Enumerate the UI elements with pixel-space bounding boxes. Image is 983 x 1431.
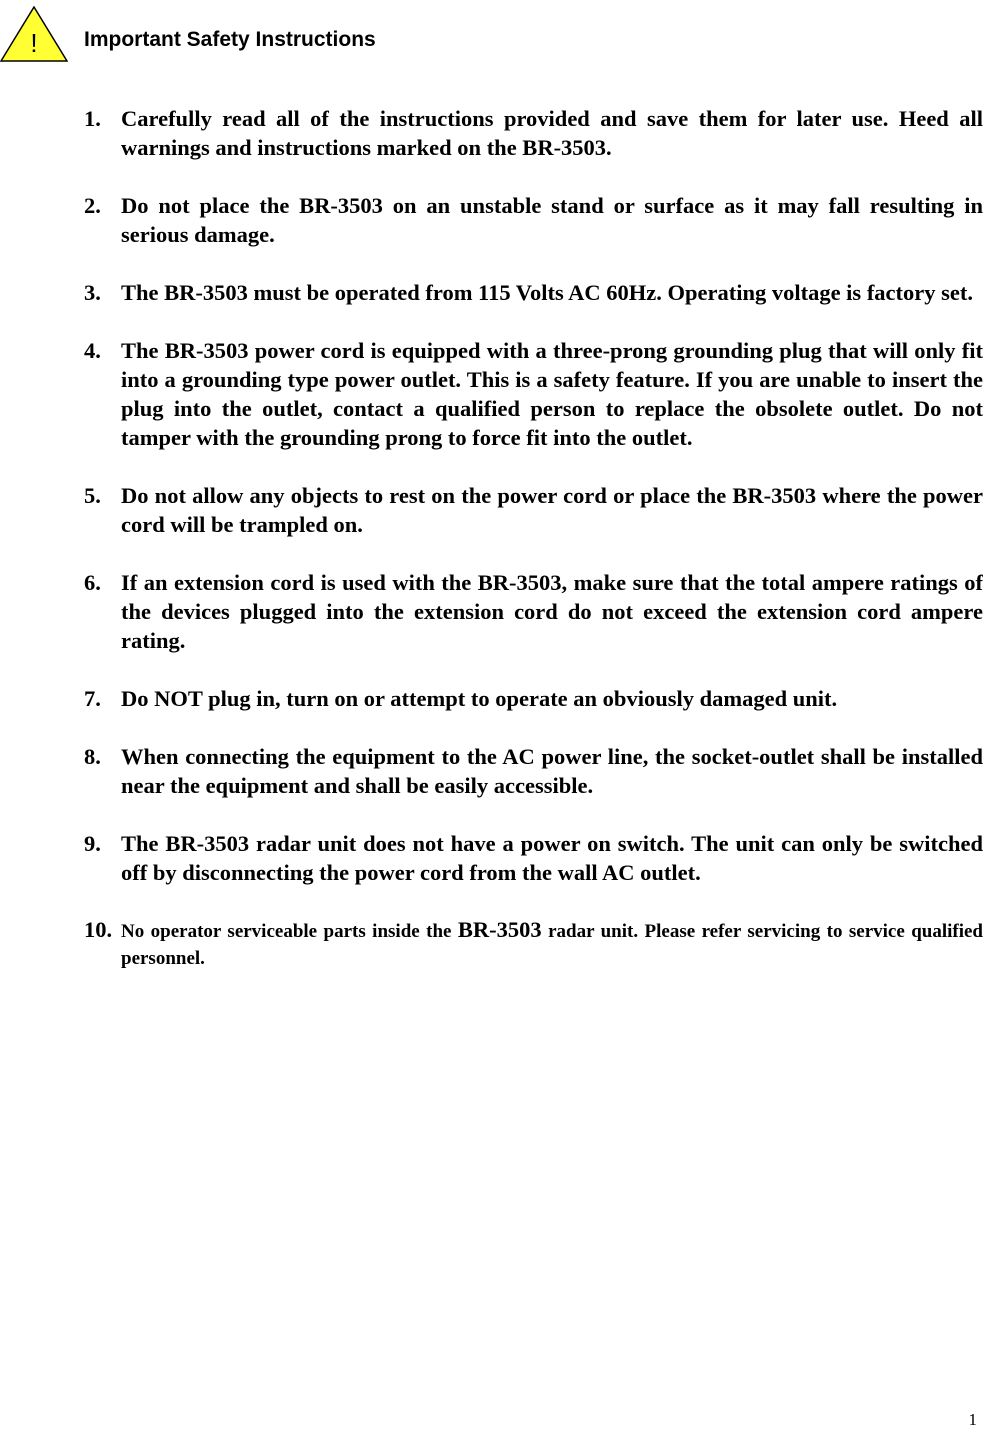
item-number: 7.: [84, 686, 101, 711]
item-number: 4.: [84, 338, 101, 363]
item-text: When connecting the equipment to the AC power line, the socket-outlet shall be installed near the equipment and shall be easily accessible.: [121, 744, 983, 798]
item-text: The BR-3503 must be operated from 115 Volts AC 60Hz. Operating voltage is factory set.: [121, 280, 974, 305]
item-number: 6.: [84, 570, 101, 595]
list-item: [84, 742, 983, 800]
item-text: [121, 916, 983, 972]
list-item: [84, 104, 983, 162]
item-text: Do not place the BR-3503 on an unstable stand or surface as it may fall resulting in serious damage.: [121, 193, 983, 247]
page-number: 1: [968, 1410, 977, 1429]
item-number: 9.: [84, 831, 101, 856]
item-text: The BR-3503 radar unit does not have a power on switch. The unit can only be switched off by disconnecting the power cord from the wall AC outlet.: [121, 831, 983, 885]
item-number: 1.: [84, 106, 101, 131]
item-number: 2.: [84, 193, 101, 218]
list-item: [84, 278, 983, 307]
item-number: 8.: [84, 744, 101, 769]
list-item: [84, 684, 983, 713]
list-item: [84, 829, 983, 887]
item-number: 3.: [84, 280, 101, 305]
page-title: Important Safety Instructions: [84, 28, 376, 51]
list-item: [84, 481, 983, 539]
safety-instructions-list: [84, 104, 983, 972]
item-number: 10.: [84, 917, 113, 942]
item-text: The BR-3503 power cord is equipped with a three-prong grounding plug that will only fit into a grounding type power outlet. This is a safety feature. If you are unable to insert the plug into the outlet, contact a qualified person to replace the obsolete outlet. Do not tamper with the grounding prong to force fit into the outlet.: [121, 338, 983, 450]
page-header: [0, 0, 983, 70]
item-text-after: radar unit. Please refer servicing to service qualified personnel.: [121, 921, 983, 969]
item-text: Do NOT plug in, turn on or attempt to operate an obviously damaged unit.: [121, 686, 838, 711]
item-text: If an extension cord is used with the BR-3503, make sure that the total ampere ratings of the devices plugged into the extension cord do not exceed the extension cord ampere rating.: [121, 570, 983, 653]
list-item: [84, 191, 983, 249]
list-item: [84, 336, 983, 452]
item-text-before: No operator serviceable parts inside the: [121, 921, 458, 942]
item-text: Do not allow any objects to rest on the power cord or place the BR-3503 where the power cord will be trampled on.: [121, 483, 983, 537]
item-text: Carefully read all of the instructions provided and save them for later use. Heed all warnings and instructions marked on the BR-3503.: [121, 106, 983, 160]
item-number: 5.: [84, 483, 101, 508]
model-name: BR-3503: [457, 917, 542, 942]
list-item: [84, 568, 983, 655]
warning-symbol: !: [30, 28, 38, 58]
list-item: [84, 916, 983, 972]
warning-icon: [0, 6, 68, 62]
